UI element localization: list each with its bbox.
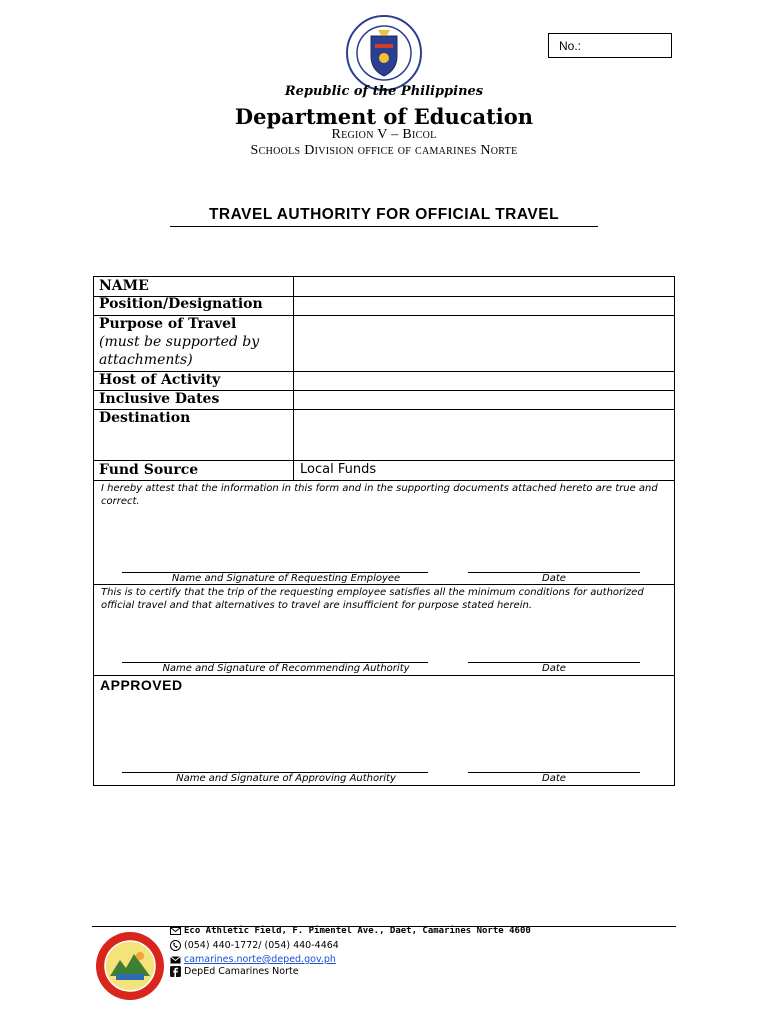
footer-address — [170, 926, 531, 936]
document-number-box — [548, 33, 672, 58]
destination-label: Destination — [99, 410, 191, 426]
purpose-note-line1: (must be supported by — [99, 334, 260, 350]
row-divider — [94, 480, 674, 481]
phone-text: (054) 440-1772/ (054) 440-4464 — [184, 940, 339, 951]
row-divider — [94, 675, 674, 676]
facebook-icon — [170, 966, 181, 977]
division-heading: Schools Division office of camarines Norte — [250, 143, 518, 158]
envelope-icon — [170, 927, 181, 935]
employee-date-caption: Date — [542, 573, 566, 584]
employee-signature-caption: Name and Signature of Requesting Employee — [171, 573, 401, 584]
row-divider — [94, 460, 674, 461]
document-number-label: No.: — [559, 39, 582, 53]
address-text: Eco Athletic Field, F. Pimentel Ave., Daet, Camarines Norte 4600 — [184, 926, 531, 936]
dates-label: Inclusive Dates — [99, 391, 220, 407]
purpose-note-line2: attachments) — [99, 352, 193, 368]
certification-text: This is to certify that the trip of the requesting employee satisfies all the minimum conditions for authorized official travel and that alternatives to travel are insufficient for purpose stated herein. — [101, 587, 644, 611]
approving-date-caption: Date — [542, 773, 566, 784]
phone-icon — [170, 940, 181, 951]
row-divider — [94, 584, 674, 585]
recommending-date-caption: Date — [542, 663, 566, 674]
region-heading: Region V – Bicol — [331, 127, 437, 142]
column-divider — [293, 277, 294, 481]
footer-facebook — [170, 966, 299, 977]
facebook-text[interactable]: DepEd Camarines Norte — [184, 966, 299, 977]
page-title: TRAVEL AUTHORITY FOR OFFICIAL TRAVEL — [170, 206, 598, 227]
purpose-label: Purpose of Travel — [99, 316, 237, 332]
approving-signature-caption: Name and Signature of Approving Authority — [176, 773, 396, 784]
email-link[interactable]: camarines.norte@deped.gov.ph — [184, 954, 336, 965]
recommending-signature-caption: Name and Signature of Recommending Authority — [162, 663, 410, 674]
fund-source-label: Fund Source — [99, 462, 199, 478]
position-label: Position/Designation — [99, 296, 263, 312]
fund-source-value: Local Funds — [300, 462, 377, 477]
host-label: Host of Activity — [99, 372, 221, 388]
footer-email — [170, 954, 336, 965]
footer-phone — [170, 940, 339, 951]
approved-label: APPROVED — [100, 677, 183, 693]
republic-heading: Republic of the Philippines — [284, 84, 484, 99]
department-heading: Department of Education — [234, 104, 534, 129]
travel-form-table — [93, 276, 675, 786]
deped-seal-icon — [345, 14, 423, 92]
email-icon — [170, 956, 181, 964]
attestation-text: I hereby attest that the information in this form and in the supporting documents attached hereto are true and correct. — [101, 483, 658, 507]
division-logo-icon — [94, 930, 166, 1002]
name-label: NAME — [99, 278, 149, 294]
